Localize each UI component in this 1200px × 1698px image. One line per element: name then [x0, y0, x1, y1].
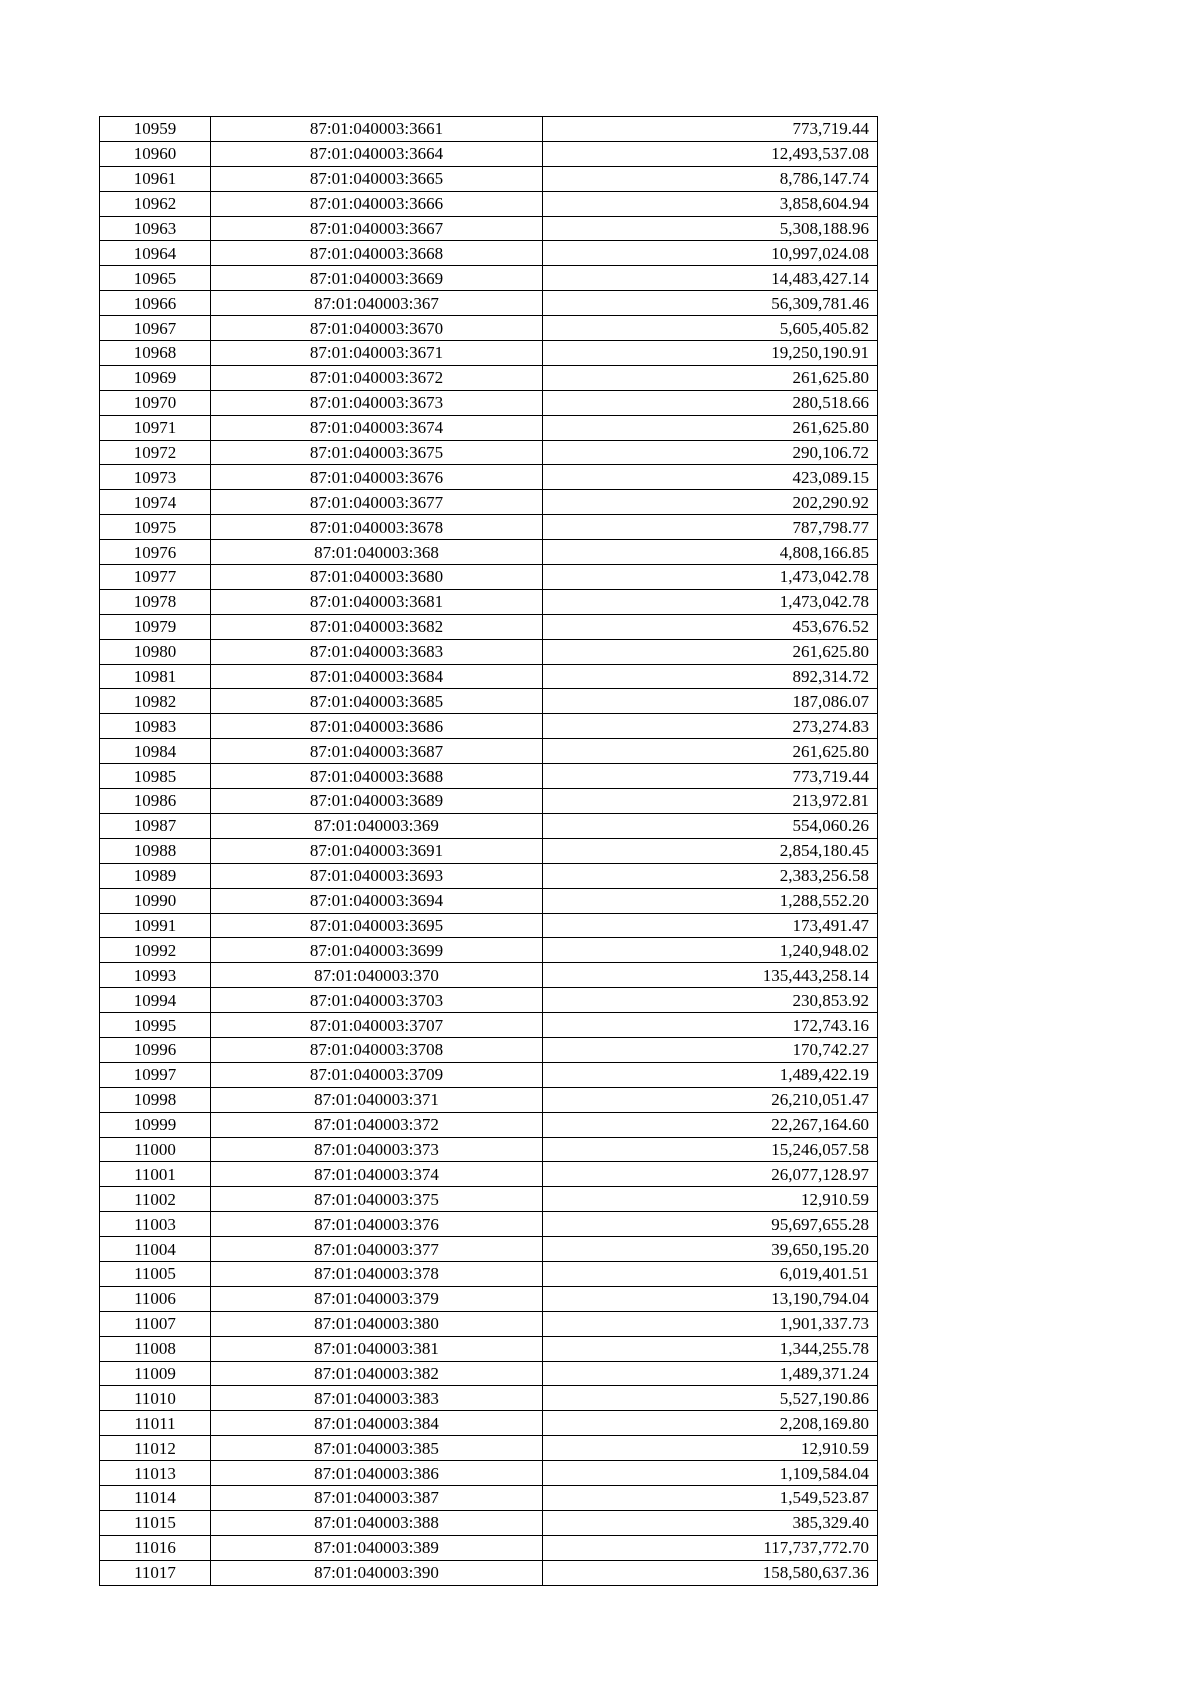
cadastral-number-cell: 87:01:040003:3678 [211, 515, 543, 540]
row-number-cell: 10970 [100, 390, 211, 415]
cadastral-number-cell: 87:01:040003:3680 [211, 565, 543, 590]
row-number-cell: 10962 [100, 191, 211, 216]
cadastral-number-cell: 87:01:040003:3686 [211, 714, 543, 739]
value-cell: 26,077,128.97 [543, 1162, 878, 1187]
row-number-cell: 10984 [100, 739, 211, 764]
value-cell: 773,719.44 [543, 117, 878, 142]
cadastral-number-cell: 87:01:040003:373 [211, 1137, 543, 1162]
row-number-cell: 10976 [100, 540, 211, 565]
table-row [100, 316, 878, 341]
value-cell: 202,290.92 [543, 490, 878, 515]
cadastral-number-cell: 87:01:040003:3676 [211, 465, 543, 490]
row-number-cell: 11008 [100, 1336, 211, 1361]
value-cell: 56,309,781.46 [543, 291, 878, 316]
value-cell: 261,625.80 [543, 639, 878, 664]
value-cell: 12,493,537.08 [543, 141, 878, 166]
row-number-cell: 11006 [100, 1286, 211, 1311]
value-cell: 8,786,147.74 [543, 166, 878, 191]
value-cell: 6,019,401.51 [543, 1261, 878, 1286]
cadastral-number-cell: 87:01:040003:3709 [211, 1062, 543, 1087]
table-row [100, 266, 878, 291]
row-number-cell: 10983 [100, 714, 211, 739]
table-row [100, 689, 878, 714]
row-number-cell: 11003 [100, 1212, 211, 1237]
value-cell: 2,854,180.45 [543, 838, 878, 863]
table-row [100, 341, 878, 366]
cadastral-number-cell: 87:01:040003:3681 [211, 589, 543, 614]
row-number-cell: 10993 [100, 963, 211, 988]
value-cell: 5,605,405.82 [543, 316, 878, 341]
value-cell: 2,208,169.80 [543, 1411, 878, 1436]
table-row [100, 241, 878, 266]
cadastral-number-cell: 87:01:040003:379 [211, 1286, 543, 1311]
value-cell: 892,314.72 [543, 664, 878, 689]
cadastral-number-cell: 87:01:040003:3675 [211, 440, 543, 465]
row-number-cell: 10990 [100, 888, 211, 913]
row-number-cell: 11000 [100, 1137, 211, 1162]
table-row [100, 415, 878, 440]
table-row [100, 515, 878, 540]
table-row [100, 1386, 878, 1411]
row-number-cell: 10959 [100, 117, 211, 142]
value-cell: 2,383,256.58 [543, 863, 878, 888]
row-number-cell: 11011 [100, 1411, 211, 1436]
table-row [100, 1062, 878, 1087]
row-number-cell: 10974 [100, 490, 211, 515]
cadastral-number-cell: 87:01:040003:3671 [211, 341, 543, 366]
value-cell: 290,106.72 [543, 440, 878, 465]
table-row [100, 1237, 878, 1262]
row-number-cell: 10969 [100, 365, 211, 390]
table-row [100, 1162, 878, 1187]
cadastral-number-cell: 87:01:040003:3683 [211, 639, 543, 664]
cadastral-number-cell: 87:01:040003:3703 [211, 988, 543, 1013]
row-number-cell: 11015 [100, 1510, 211, 1535]
table-row [100, 1361, 878, 1386]
table-row [100, 1212, 878, 1237]
row-number-cell: 10987 [100, 813, 211, 838]
cadastral-number-cell: 87:01:040003:3667 [211, 216, 543, 241]
table-row [100, 1037, 878, 1062]
cadastral-number-cell: 87:01:040003:368 [211, 540, 543, 565]
value-cell: 1,473,042.78 [543, 589, 878, 614]
cadastral-number-cell: 87:01:040003:380 [211, 1311, 543, 1336]
value-cell: 158,580,637.36 [543, 1560, 878, 1585]
table-row [100, 490, 878, 515]
cadastral-number-cell: 87:01:040003:385 [211, 1436, 543, 1461]
cadastral-number-cell: 87:01:040003:3695 [211, 913, 543, 938]
table-row [100, 465, 878, 490]
cadastral-number-cell: 87:01:040003:3664 [211, 141, 543, 166]
row-number-cell: 10980 [100, 639, 211, 664]
row-number-cell: 10982 [100, 689, 211, 714]
cadastral-number-cell: 87:01:040003:372 [211, 1112, 543, 1137]
cadastral-number-cell: 87:01:040003:370 [211, 963, 543, 988]
table-row [100, 216, 878, 241]
value-cell: 13,190,794.04 [543, 1286, 878, 1311]
row-number-cell: 10963 [100, 216, 211, 241]
table-row [100, 789, 878, 814]
value-cell: 95,697,655.28 [543, 1212, 878, 1237]
value-cell: 273,274.83 [543, 714, 878, 739]
cadastral-number-cell: 87:01:040003:389 [211, 1535, 543, 1560]
table-row [100, 191, 878, 216]
row-number-cell: 11014 [100, 1485, 211, 1510]
table-body [100, 117, 878, 1586]
row-number-cell: 11009 [100, 1361, 211, 1386]
table-row [100, 1336, 878, 1361]
row-number-cell: 10964 [100, 241, 211, 266]
table-row [100, 1112, 878, 1137]
value-cell: 117,737,772.70 [543, 1535, 878, 1560]
table-row [100, 1187, 878, 1212]
table-row [100, 963, 878, 988]
value-cell: 261,625.80 [543, 415, 878, 440]
row-number-cell: 10973 [100, 465, 211, 490]
cadastral-number-cell: 87:01:040003:3694 [211, 888, 543, 913]
row-number-cell: 11010 [100, 1386, 211, 1411]
value-cell: 261,625.80 [543, 739, 878, 764]
cadastral-number-cell: 87:01:040003:3670 [211, 316, 543, 341]
cadastral-number-cell: 87:01:040003:378 [211, 1261, 543, 1286]
row-number-cell: 11016 [100, 1535, 211, 1560]
table-row [100, 764, 878, 789]
cadastral-number-cell: 87:01:040003:377 [211, 1237, 543, 1262]
cadastral-number-cell: 87:01:040003:390 [211, 1560, 543, 1585]
cadastral-number-cell: 87:01:040003:3691 [211, 838, 543, 863]
cadastral-number-cell: 87:01:040003:3666 [211, 191, 543, 216]
row-number-cell: 10967 [100, 316, 211, 341]
row-number-cell: 10989 [100, 863, 211, 888]
cadastral-number-cell: 87:01:040003:3699 [211, 938, 543, 963]
value-cell: 1,240,948.02 [543, 938, 878, 963]
row-number-cell: 10965 [100, 266, 211, 291]
value-cell: 12,910.59 [543, 1436, 878, 1461]
table-row [100, 565, 878, 590]
row-number-cell: 10977 [100, 565, 211, 590]
table-row [100, 390, 878, 415]
value-cell: 1,901,337.73 [543, 1311, 878, 1336]
value-cell: 1,344,255.78 [543, 1336, 878, 1361]
table-row [100, 166, 878, 191]
value-cell: 14,483,427.14 [543, 266, 878, 291]
value-cell: 10,997,024.08 [543, 241, 878, 266]
table-row [100, 1137, 878, 1162]
table-row [100, 988, 878, 1013]
value-cell: 773,719.44 [543, 764, 878, 789]
row-number-cell: 10991 [100, 913, 211, 938]
row-number-cell: 11007 [100, 1311, 211, 1336]
value-cell: 787,798.77 [543, 515, 878, 540]
cadastral-number-cell: 87:01:040003:3685 [211, 689, 543, 714]
cadastral-number-cell: 87:01:040003:3669 [211, 266, 543, 291]
value-cell: 4,808,166.85 [543, 540, 878, 565]
value-cell: 1,109,584.04 [543, 1461, 878, 1486]
cadastral-number-cell: 87:01:040003:381 [211, 1336, 543, 1361]
value-cell: 3,858,604.94 [543, 191, 878, 216]
value-cell: 173,491.47 [543, 913, 878, 938]
table-row [100, 291, 878, 316]
row-number-cell: 11005 [100, 1261, 211, 1286]
value-cell: 385,329.40 [543, 1510, 878, 1535]
cadastral-number-cell: 87:01:040003:3677 [211, 490, 543, 515]
value-cell: 22,267,164.60 [543, 1112, 878, 1137]
value-cell: 39,650,195.20 [543, 1237, 878, 1262]
value-cell: 1,288,552.20 [543, 888, 878, 913]
table-row [100, 913, 878, 938]
cadastral-number-cell: 87:01:040003:3674 [211, 415, 543, 440]
table-row [100, 1436, 878, 1461]
row-number-cell: 10966 [100, 291, 211, 316]
row-number-cell: 10998 [100, 1087, 211, 1112]
table-row [100, 1510, 878, 1535]
cadastral-number-cell: 87:01:040003:374 [211, 1162, 543, 1187]
table-row [100, 1286, 878, 1311]
table-row [100, 888, 878, 913]
row-number-cell: 10981 [100, 664, 211, 689]
cadastral-number-cell: 87:01:040003:3673 [211, 390, 543, 415]
cadastral-number-cell: 87:01:040003:383 [211, 1386, 543, 1411]
row-number-cell: 10978 [100, 589, 211, 614]
cadastral-number-cell: 87:01:040003:3665 [211, 166, 543, 191]
value-cell: 170,742.27 [543, 1037, 878, 1062]
table-row [100, 540, 878, 565]
row-number-cell: 11004 [100, 1237, 211, 1262]
value-cell: 453,676.52 [543, 614, 878, 639]
table-row [100, 739, 878, 764]
row-number-cell: 10992 [100, 938, 211, 963]
value-cell: 1,473,042.78 [543, 565, 878, 590]
table-row [100, 365, 878, 390]
value-cell: 172,743.16 [543, 1013, 878, 1038]
row-number-cell: 11001 [100, 1162, 211, 1187]
value-cell: 5,527,190.86 [543, 1386, 878, 1411]
table-row [100, 664, 878, 689]
table-row [100, 838, 878, 863]
row-number-cell: 10985 [100, 764, 211, 789]
row-number-cell: 10994 [100, 988, 211, 1013]
table-row [100, 938, 878, 963]
value-cell: 12,910.59 [543, 1187, 878, 1212]
cadastral-number-cell: 87:01:040003:3687 [211, 739, 543, 764]
row-number-cell: 10960 [100, 141, 211, 166]
cadastral-number-cell: 87:01:040003:386 [211, 1461, 543, 1486]
row-number-cell: 10975 [100, 515, 211, 540]
cadastral-number-cell: 87:01:040003:3707 [211, 1013, 543, 1038]
row-number-cell: 10979 [100, 614, 211, 639]
value-cell: 1,489,371.24 [543, 1361, 878, 1386]
table-row [100, 1013, 878, 1038]
cadastral-number-cell: 87:01:040003:3672 [211, 365, 543, 390]
table-row [100, 141, 878, 166]
table-row [100, 614, 878, 639]
value-cell: 135,443,258.14 [543, 963, 878, 988]
row-number-cell: 10972 [100, 440, 211, 465]
cadastral-number-cell: 87:01:040003:388 [211, 1510, 543, 1535]
cadastral-number-cell: 87:01:040003:376 [211, 1212, 543, 1237]
row-number-cell: 10971 [100, 415, 211, 440]
cadastral-number-cell: 87:01:040003:3661 [211, 117, 543, 142]
table-row [100, 1261, 878, 1286]
cadastral-number-cell: 87:01:040003:369 [211, 813, 543, 838]
value-cell: 15,246,057.58 [543, 1137, 878, 1162]
row-number-cell: 10995 [100, 1013, 211, 1038]
cadastral-number-cell: 87:01:040003:3688 [211, 764, 543, 789]
cadastral-number-cell: 87:01:040003:3708 [211, 1037, 543, 1062]
row-number-cell: 10961 [100, 166, 211, 191]
table-row [100, 589, 878, 614]
value-cell: 187,086.07 [543, 689, 878, 714]
row-number-cell: 10997 [100, 1062, 211, 1087]
cadastral-number-cell: 87:01:040003:3668 [211, 241, 543, 266]
table-row [100, 714, 878, 739]
value-cell: 280,518.66 [543, 390, 878, 415]
cadastral-number-cell: 87:01:040003:387 [211, 1485, 543, 1510]
table-row [100, 1461, 878, 1486]
table-row [100, 639, 878, 664]
value-cell: 230,853.92 [543, 988, 878, 1013]
row-number-cell: 10986 [100, 789, 211, 814]
cadastral-number-cell: 87:01:040003:371 [211, 1087, 543, 1112]
table-row [100, 1411, 878, 1436]
cadastral-number-cell: 87:01:040003:3693 [211, 863, 543, 888]
row-number-cell: 10999 [100, 1112, 211, 1137]
row-number-cell: 11017 [100, 1560, 211, 1585]
table-row [100, 813, 878, 838]
value-cell: 26,210,051.47 [543, 1087, 878, 1112]
row-number-cell: 10968 [100, 341, 211, 366]
row-number-cell: 11012 [100, 1436, 211, 1461]
value-cell: 213,972.81 [543, 789, 878, 814]
table-row [100, 440, 878, 465]
cadastral-number-cell: 87:01:040003:382 [211, 1361, 543, 1386]
table-row [100, 1485, 878, 1510]
row-number-cell: 10996 [100, 1037, 211, 1062]
value-cell: 1,489,422.19 [543, 1062, 878, 1087]
row-number-cell: 10988 [100, 838, 211, 863]
value-cell: 261,625.80 [543, 365, 878, 390]
cadastral-number-cell: 87:01:040003:367 [211, 291, 543, 316]
table-row [100, 863, 878, 888]
value-cell: 423,089.15 [543, 465, 878, 490]
value-cell: 19,250,190.91 [543, 341, 878, 366]
row-number-cell: 11013 [100, 1461, 211, 1486]
table-row [100, 117, 878, 142]
value-cell: 5,308,188.96 [543, 216, 878, 241]
value-cell: 554,060.26 [543, 813, 878, 838]
cadastral-number-cell: 87:01:040003:3689 [211, 789, 543, 814]
table-row [100, 1087, 878, 1112]
table-row [100, 1560, 878, 1585]
row-number-cell: 11002 [100, 1187, 211, 1212]
data-table [99, 116, 878, 1586]
cadastral-number-cell: 87:01:040003:3684 [211, 664, 543, 689]
table-row [100, 1311, 878, 1336]
cadastral-number-cell: 87:01:040003:375 [211, 1187, 543, 1212]
value-cell: 1,549,523.87 [543, 1485, 878, 1510]
cadastral-number-cell: 87:01:040003:3682 [211, 614, 543, 639]
table-row [100, 1535, 878, 1560]
cadastral-number-cell: 87:01:040003:384 [211, 1411, 543, 1436]
